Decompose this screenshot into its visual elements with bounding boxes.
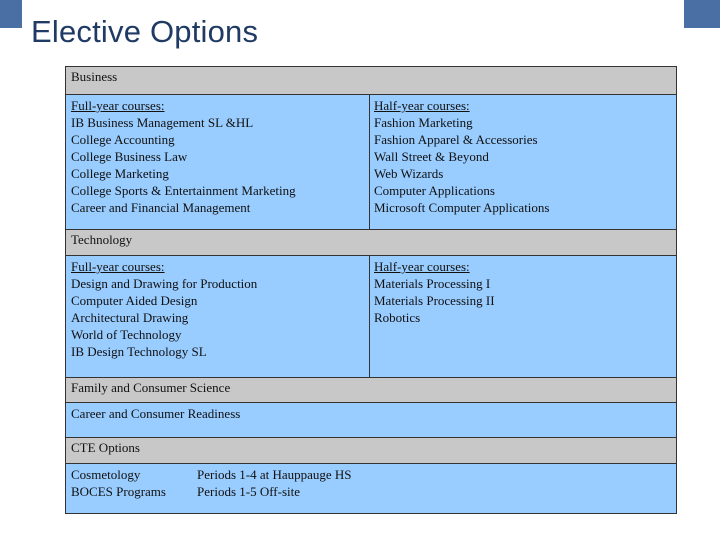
- business-half-year-heading: Half-year courses:: [374, 98, 470, 113]
- family-header: Family and Consumer Science: [66, 378, 676, 403]
- list-item: College Sports & Entertainment Marketing: [71, 183, 296, 198]
- corner-accent-right: [684, 0, 720, 28]
- cte-details: [192, 464, 676, 513]
- business-header: Business: [66, 67, 676, 95]
- list-item: College Marketing: [71, 166, 169, 181]
- technology-half-year: [369, 256, 676, 377]
- cte-row: [66, 464, 676, 513]
- list-item: Career and Consumer Readiness: [71, 406, 241, 421]
- technology-full-year: [66, 256, 369, 377]
- list-item: Periods 1-4 at Hauppauge HS: [197, 467, 352, 482]
- family-row: [66, 403, 676, 438]
- list-item: World of Technology: [71, 327, 182, 342]
- list-item: Career and Financial Management: [71, 200, 251, 215]
- list-item: Periods 1-5 Off-site: [197, 484, 301, 499]
- technology-header: Technology: [66, 230, 676, 256]
- business-full-year-heading: Full-year courses:: [71, 98, 165, 113]
- business-half-year: [369, 95, 676, 229]
- list-item: Design and Drawing for Production: [71, 276, 258, 291]
- elective-table: [65, 66, 677, 514]
- business-full-year: [66, 95, 369, 229]
- list-item: Architectural Drawing: [71, 310, 189, 325]
- list-item: College Business Law: [71, 149, 188, 164]
- list-item: Materials Processing I: [374, 276, 491, 291]
- list-item: Robotics: [374, 310, 421, 325]
- technology-row: [66, 256, 676, 378]
- list-item: Fashion Apparel & Accessories: [374, 132, 538, 147]
- list-item: Fashion Marketing: [374, 115, 473, 130]
- cte-header: CTE Options: [66, 438, 676, 464]
- list-item: Cosmetology: [71, 467, 141, 482]
- list-item: IB Business Management SL &HL: [71, 115, 254, 130]
- page-title: Elective Options: [31, 14, 259, 49]
- list-item: Wall Street & Beyond: [374, 149, 489, 164]
- list-item: Web Wizards: [374, 166, 444, 181]
- family-courses: [66, 403, 676, 437]
- business-row: [66, 95, 676, 230]
- list-item: Microsoft Computer Applications: [374, 200, 550, 215]
- list-item: College Accounting: [71, 132, 175, 147]
- list-item: Computer Applications: [374, 183, 495, 198]
- corner-accent-left: [0, 0, 22, 28]
- list-item: IB Design Technology SL: [71, 344, 207, 359]
- technology-half-year-heading: Half-year courses:: [374, 259, 470, 274]
- list-item: Materials Processing II: [374, 293, 495, 308]
- list-item: BOCES Programs: [71, 484, 166, 499]
- list-item: Computer Aided Design: [71, 293, 198, 308]
- cte-names: [66, 464, 192, 513]
- technology-full-year-heading: Full-year courses:: [71, 259, 165, 274]
